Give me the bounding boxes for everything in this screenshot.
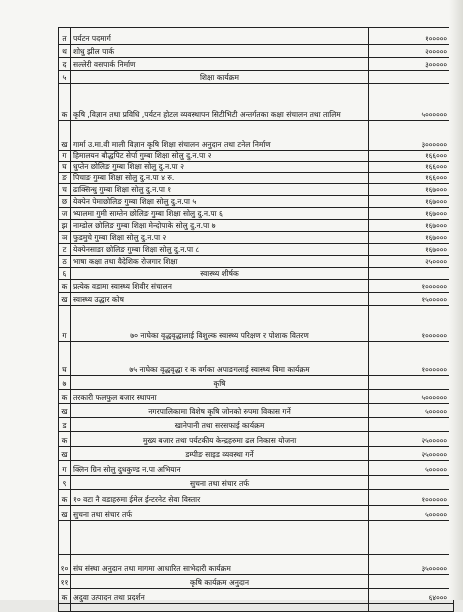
section-title: शिक्षा कार्यक्रम [71, 71, 369, 84]
table-row [59, 293, 454, 306]
section-title: कृषि [71, 376, 369, 390]
row-description: डम्पीङ साइड व्यवस्था गर्ने [71, 447, 369, 461]
row-description [71, 604, 369, 612]
table-row [59, 432, 454, 447]
row-amount [369, 521, 454, 555]
row-index: द [59, 58, 71, 71]
row-amount [369, 268, 454, 280]
table-row [59, 604, 454, 612]
table-row [59, 196, 454, 208]
row-amount: ५०००००० [369, 390, 454, 404]
row-description: अदुवा उत्पादन तथा प्रदर्शन [71, 589, 369, 604]
row-amount: १६७००० [369, 184, 454, 196]
row-description: ढाक्सिन्धु गुम्बा शिक्षा सोलु दु.न.पा १ [71, 184, 369, 196]
row-amount: ५००००० [369, 404, 454, 418]
row-index: ख [59, 293, 71, 306]
table-row [59, 306, 454, 342]
row-amount: १६७००० [369, 244, 454, 256]
row-amount [369, 575, 454, 589]
table-row [59, 521, 454, 555]
table-row [59, 121, 454, 151]
row-description: पर्यटन पदमार्ग [71, 28, 369, 45]
row-description: तरकारी फलफुल बजार स्थापना [71, 390, 369, 404]
row-amount: १०००००० [369, 490, 454, 506]
budget-rows [59, 28, 454, 612]
row-description: येक्पेनसाङा छोलिङ गुम्बा शिक्षा सोलु दु.न.पा ८ [71, 244, 369, 256]
table-row [59, 342, 454, 376]
row-amount [369, 604, 454, 612]
row-description: प्रत्येक वडामा स्वास्थ्य शिवीर संचालन [71, 280, 369, 293]
row-index: ठ [59, 256, 71, 268]
row-index: ख [59, 447, 71, 461]
row-description: सुचना तथा संचार तर्फ [71, 506, 369, 521]
row-amount: ३००००० [369, 58, 454, 71]
table-row [59, 589, 454, 604]
row-index: क [59, 589, 71, 604]
section-row [59, 476, 454, 490]
section-row [59, 268, 454, 280]
section-title: कृषि कार्यक्रम अनुदान [71, 575, 369, 589]
row-description: नाम्डोल छोलिङ गुम्बा शिक्षा मेन्दोपाके सोलु दु.न.पा ७ [71, 220, 369, 232]
section-title: खानेपानी तथा सरसफाई कार्यक्रम [71, 418, 369, 432]
row-description: ७० नाघेका वृद्धवृद्धालाई विशुल्क स्वास्थ्य परिक्षण र पोशाक वितरण [71, 306, 369, 342]
row-index: ज [59, 208, 71, 220]
row-amount: १०००००० [369, 306, 454, 342]
page-edge-shadow [449, 0, 463, 600]
row-description: मुख्य बजार तथा पर्यटकीय केन्द्रहरुमा ढल निकास योजना [71, 432, 369, 447]
row-description: येक्पेन पेमाछोलिङ गुम्बा शिक्षा सोलु दु.न.पा ५ [71, 196, 369, 208]
table-row [59, 390, 454, 404]
table-row [59, 280, 454, 293]
row-description: नगरपालिकामा विशेष कृषि जोनको रुपमा विकास गर्ने [71, 404, 369, 418]
row-description: १० वटा नै वडाहरुमा ईमेल ईन्टरनेट सेवा विस्तार [71, 490, 369, 506]
section-title: सुचना तथा संचार तर्फ [71, 476, 369, 490]
section-row [59, 418, 454, 432]
row-amount: १०००००० [369, 342, 454, 376]
row-index: ख [59, 506, 71, 521]
row-index: च [59, 184, 71, 196]
table-row [59, 58, 454, 71]
table-row [59, 447, 454, 461]
row-description [71, 521, 369, 555]
row-amount: १६६००० [369, 151, 454, 162]
row-index: ७ [59, 376, 71, 390]
table-row [59, 162, 454, 173]
row-description: गार्मा उ.मा.वी माली विज्ञान कृषि शिक्षा संचालन अनुदान तथा टनेल निर्माण [71, 121, 369, 151]
table-row [59, 461, 454, 476]
table-row [59, 208, 454, 220]
row-amount: १६६००० [369, 173, 454, 184]
row-amount: २००००० [369, 45, 454, 58]
table-row [59, 173, 454, 184]
row-description: धुप्तेन छोलिङ गुम्बा शिक्षा सोलु दु.न.पा २ [71, 162, 369, 173]
row-index [59, 604, 71, 612]
section-row [59, 71, 454, 84]
row-index: क [59, 432, 71, 447]
section-row [59, 575, 454, 589]
row-index: क [59, 490, 71, 506]
row-amount [369, 71, 454, 84]
row-amount [369, 376, 454, 390]
row-amount: १६७००० [369, 232, 454, 244]
row-description: संघ संस्था अनुदान तथा मागमा आधारित साभेदारी कार्यक्रम [71, 555, 369, 575]
row-description: हिमालयन बौद्धपिट सेर्पा गुम्बा शिक्षा सोलु दु.न.पा २ [71, 151, 369, 162]
section-row [59, 376, 454, 390]
row-index: ग [59, 151, 71, 162]
row-amount: १५००००० [369, 293, 454, 306]
row-description: ७५ नाघेका वृद्धवृद्धा र क वर्गका अपाङगलाई स्वास्थ्य बिमा कार्यक्रम [71, 342, 369, 376]
table-row [59, 244, 454, 256]
table-row [59, 490, 454, 506]
row-index: १० [59, 555, 71, 575]
table-row [59, 506, 454, 521]
row-index: ख [59, 404, 71, 418]
row-index: ६ [59, 268, 71, 280]
row-amount [369, 476, 454, 490]
row-description: भाषा कक्षा तथा वैदेशिक रोजगार शिक्षा [71, 256, 369, 268]
row-amount: ३५००००० [369, 555, 454, 575]
row-amount: १६७००० [369, 196, 454, 208]
row-index: ड [59, 418, 71, 432]
section-title: स्वास्थ्य शीर्षक [71, 268, 369, 280]
row-index: ५ [59, 71, 71, 84]
budget-table [58, 27, 454, 612]
row-amount: १६७००० [369, 220, 454, 232]
row-amount: २५००००० [369, 447, 454, 461]
row-amount: १६७००० [369, 208, 454, 220]
row-index: ग [59, 461, 71, 476]
row-index: ग [59, 306, 71, 342]
row-index: ख [59, 121, 71, 151]
table-row [59, 404, 454, 418]
row-index: क [59, 390, 71, 404]
row-description: भ्यालमा गुमी साम्तेन छोलिङ गुम्बा शिक्षा सोलु दु.न.पा ६ [71, 208, 369, 220]
row-description: फुडमुचे गुम्बा शिक्षा सोलु दु.न.पा २ [71, 232, 369, 244]
row-amount: ६४००० [369, 589, 454, 604]
row-amount: १००००० [369, 28, 454, 45]
row-index: छ [59, 196, 71, 208]
row-index: झ [59, 220, 71, 232]
table-row [59, 45, 454, 58]
row-amount: ३०००००० [369, 121, 454, 151]
row-index: ङ [59, 173, 71, 184]
row-amount: ५००००० [369, 461, 454, 476]
row-amount: २५००००० [369, 432, 454, 447]
table-row [59, 220, 454, 232]
row-amount: २५०००० [369, 256, 454, 268]
row-description: कृषि ,विज्ञान तथा प्रविधि ,पर्यटन होटल व्यवस्थापन सिटीभिटी अन्तर्गतका कक्षा संचालन तथा तालिम [71, 84, 369, 121]
row-description: सल्लेरी वसपार्क निर्माण [71, 58, 369, 71]
row-amount: ५००००० [369, 506, 454, 521]
row-amount: १०००००० [369, 280, 454, 293]
row-index: ११ [59, 575, 71, 589]
row-index: थ [59, 45, 71, 58]
row-description: स्वास्थ्य उद्धार कोष [71, 293, 369, 306]
row-index: क [59, 280, 71, 293]
table-row [59, 28, 454, 45]
row-index: क [59, 84, 71, 121]
table-row [59, 84, 454, 121]
row-index: ९ [59, 476, 71, 490]
row-index: घ [59, 342, 71, 376]
table-row [59, 184, 454, 196]
row-amount [369, 418, 454, 432]
table-row [59, 151, 454, 162]
row-index: घ [59, 162, 71, 173]
row-amount: १६६००० [369, 162, 454, 173]
row-description: क्लिन ग्रिन सोलु दुधकुण्ड न.पा अभियान [71, 461, 369, 476]
row-index: ञ [59, 232, 71, 244]
row-index [59, 521, 71, 555]
row-description: शोधु झील पार्क [71, 45, 369, 58]
table-row [59, 256, 454, 268]
row-description: पिचाङ गुम्बा शिक्षा सोलु दु.न.पा ४ रु. [71, 173, 369, 184]
row-index: त [59, 28, 71, 45]
table-row [59, 555, 454, 575]
row-index: ट [59, 244, 71, 256]
table-row [59, 232, 454, 244]
row-amount: ५०००००० [369, 84, 454, 121]
